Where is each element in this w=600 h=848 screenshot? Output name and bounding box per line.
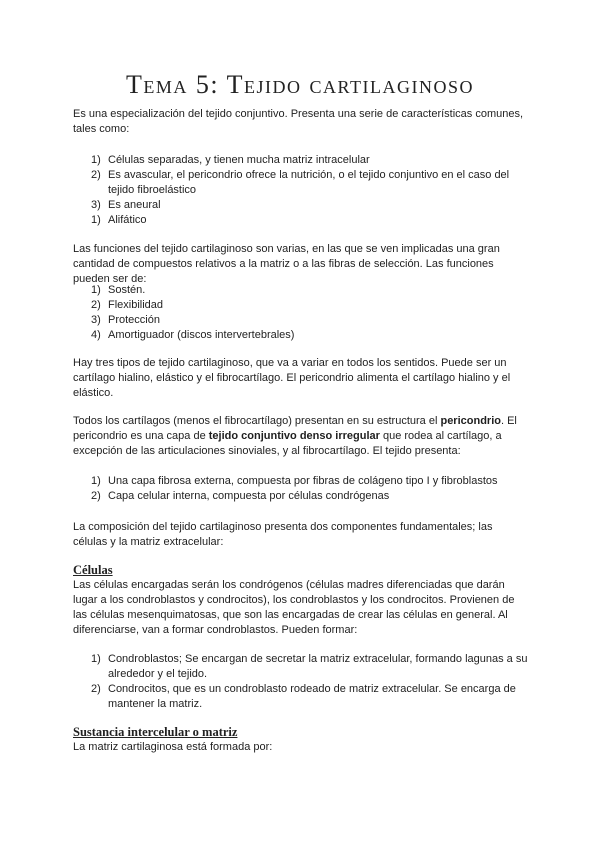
functions-list xyxy=(73,283,528,343)
list-item: 3) Protección xyxy=(91,314,160,326)
list-item: 2) Condrocitos, que es un condroblasto rodeado de matriz extracelular. Se encarga de mantener la matriz. xyxy=(91,683,516,710)
cells-paragraph: Las células encargadas serán los condrógenos (células madres diferenciadas que darán lugar a los condroblastos y condrocitos), los condroblastos y los condrocitos. Provienen de las células mesenquimatosas, que son las encargadas de crear las células en general. Al diferenciarse, van a formar condroblastos. Pueden formar: xyxy=(73,579,515,636)
composition-paragraph: La composición del tejido cartilaginoso presenta dos componentes fundamentales; las células y la matriz extracelular: xyxy=(73,521,493,548)
pericondrio-term: pericondrio xyxy=(440,415,501,427)
intro-paragraph: Es una especialización del tejido conjuntivo. Presenta una serie de características comunes, tales como: xyxy=(73,108,524,135)
pericondrio-paragraph: Todos los cartílagos (menos el fibrocartílago) presentan en su estructura el pericondrio. El pericondrio es una capa de tejido conjuntivo denso irregular que rodea al cartílago, a excepción de las articulaciones sinoviales, y al fibrocartílago. El tejido presenta: xyxy=(73,415,517,457)
list-item: 1) Una capa fibrosa externa, compuesta por fibras de colágeno tipo I y fibroblastos xyxy=(91,475,498,487)
cell-types-list xyxy=(73,652,528,712)
matrix-intro-paragraph: La matriz cartilaginosa está formada por: xyxy=(73,741,273,753)
cells-heading: Células xyxy=(73,563,113,577)
list-item: 1) Sostén. xyxy=(91,284,146,296)
list-item: 1) Alifático xyxy=(91,214,147,226)
layers-list xyxy=(73,474,528,504)
types-paragraph: Hay tres tipos de tejido cartilaginoso, que va a variar en todos los sentidos. Puede ser un cartílago hialino, elástico y el fibrocartílago. El pericondrio alimenta el cartílago hialino y el elástico. xyxy=(73,357,511,399)
characteristics-list xyxy=(73,153,528,228)
matrix-heading: Sustancia intercelular o matriz xyxy=(73,725,238,739)
list-item: 1) Células separadas, y tienen mucha matriz intracelular xyxy=(91,154,370,166)
tejido-conjuntivo-term: tejido conjuntivo denso irregular xyxy=(208,430,380,442)
functions-intro-paragraph: Las funciones del tejido cartilaginoso son varias, en las que se ven implicadas una gran cantidad de compuestos relativos a la matriz o a las fibras de selección. Las funciones pueden ser de: xyxy=(73,243,500,285)
list-item: 2) Flexibilidad xyxy=(91,299,164,311)
page-title: Tema 5: Tejido cartilaginoso xyxy=(126,70,474,99)
list-item: 4) Amortiguador (discos intervertebrales) xyxy=(91,329,295,341)
list-item: 2) Es avascular, el pericondrio ofrece la nutrición, o el tejido conjuntivo en el caso del tejido fibroelástico xyxy=(91,169,510,196)
list-item: 3) Es aneural xyxy=(91,199,161,211)
list-item: 1) Condroblastos; Se encargan de secretar la matriz extracelular, formando lagunas a su alrededor y el tejido. xyxy=(91,653,528,680)
list-item: 2) Capa celular interna, compuesta por células condrógenas xyxy=(91,490,390,502)
